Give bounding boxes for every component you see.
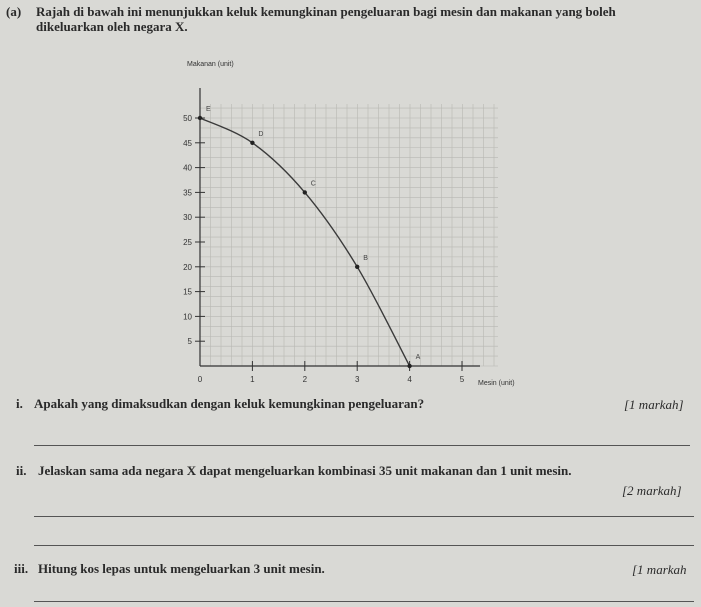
subq-1-number: i. — [16, 396, 23, 411]
point-label-e: E — [206, 106, 211, 113]
x-tick-label: 2 — [302, 375, 308, 384]
point-a — [407, 364, 411, 368]
x-tick-label: 3 — [354, 375, 360, 384]
subq-3-text: Hitung kos lepas untuk mengeluarkan 3 unit mesin. — [38, 561, 325, 576]
point-b — [355, 265, 359, 269]
answer-line — [34, 545, 694, 546]
subq-2-text: Jelaskan sama ada negara X dapat mengeluarkan kombinasi 35 unit makanan dan 1 unit mesin. — [38, 463, 572, 478]
point-label-a: A — [415, 354, 421, 361]
subq-2-number: ii. — [16, 463, 27, 478]
subq-1-marks: [1 markah] — [624, 397, 684, 412]
y-tick-label: 35 — [183, 188, 192, 198]
answer-line — [34, 516, 694, 517]
point-d — [250, 141, 254, 145]
answer-line — [34, 445, 690, 446]
x-tick-label: 5 — [459, 375, 465, 384]
y-tick-label: 45 — [183, 138, 192, 148]
subq-3-number: iii. — [14, 561, 29, 576]
point-c — [303, 190, 307, 194]
y-tick-label: 40 — [183, 163, 192, 173]
chart-grid — [200, 104, 498, 366]
y-tick-label: 20 — [183, 262, 192, 272]
chart-ticks — [183, 114, 465, 384]
subq-1-text: Apakah yang dimaksudkan dengan keluk kemungkinan pengeluaran? — [34, 396, 425, 411]
point-label-b: B — [363, 254, 368, 262]
point-e — [198, 116, 202, 120]
subq-2-marks: [2 markah] — [622, 483, 682, 498]
question-label: (a) — [6, 4, 22, 19]
answer-line — [34, 601, 694, 602]
y-tick-label: 30 — [183, 213, 192, 223]
point-label-d: D — [258, 130, 264, 138]
question-text-line1: Rajah di bawah ini menunjukkan keluk kemungkinan pengeluaran bagi mesin dan makanan yang boleh — [36, 4, 616, 19]
y-tick-label: 10 — [183, 312, 192, 322]
x-tick-label: 4 — [407, 375, 412, 384]
y-axis-label: Makanan (unit) — [187, 61, 234, 68]
point-label-c: C — [310, 180, 316, 188]
x-axis-label: Mesin (unit) — [478, 380, 515, 387]
y-tick-label: 5 — [187, 337, 192, 347]
y-tick-label: 50 — [183, 114, 192, 123]
y-tick-label: 25 — [183, 238, 192, 247]
subq-3-marks: [1 markah — [632, 562, 687, 577]
x-tick-label: 0 — [197, 375, 203, 384]
x-tick-label: 1 — [250, 375, 255, 384]
question-text-line2: dikeluarkan oleh negara X. — [36, 19, 188, 34]
y-tick-label: 15 — [183, 287, 192, 297]
